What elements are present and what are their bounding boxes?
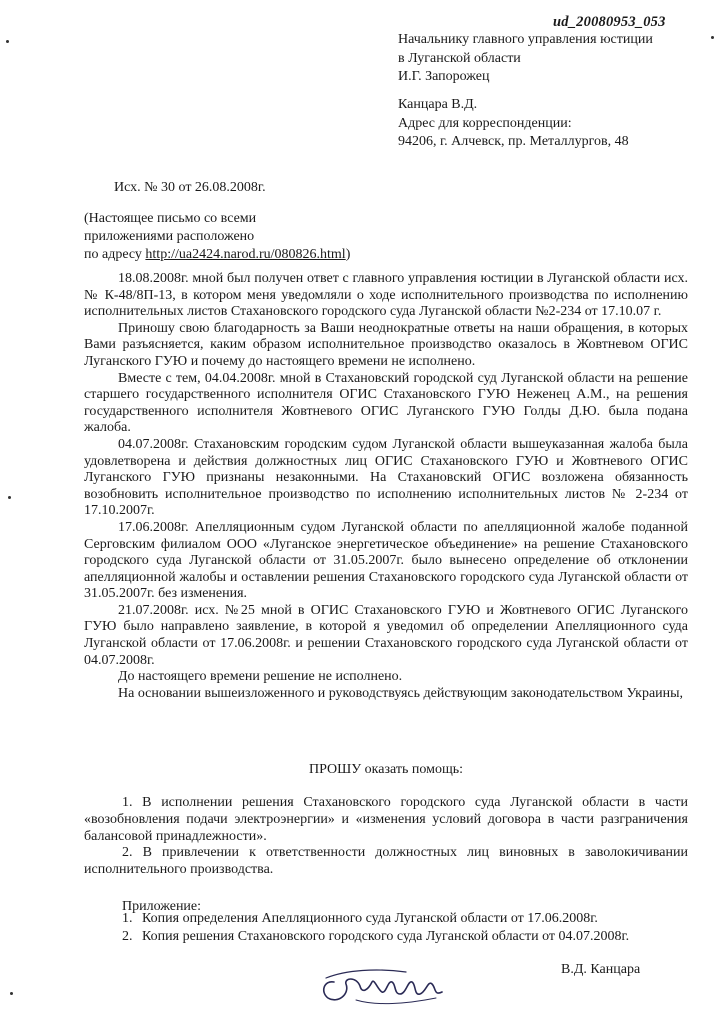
- request-heading: ПРОШУ оказать помощь:: [308, 762, 464, 777]
- attachment-number: 1.: [122, 911, 133, 926]
- request-item: 1. В исполнении решения Стахановского городского суда Луганской области в части «возобновления подачи электроэнергии» и «изменения условий договора в части разграничения балансовой принадлежности».: [84, 795, 688, 844]
- handwritten-signature: [316, 950, 456, 1010]
- note-prefix: по адресу: [84, 247, 146, 262]
- addressee-line: Начальнику главного управления юстиции: [398, 32, 653, 47]
- sender-address: 94206, г. Алчевск, пр. Металлургов, 48: [398, 134, 629, 149]
- scan-speck: [10, 992, 13, 995]
- letter-body: [84, 271, 688, 702]
- body-paragraph: 21.07.2008г. исх. №25 мной в ОГИС Стахановского ГУЮ и Жовтневого ОГИС Луганского ГУЮ было направлено заявление, в которой я уведомил об определении Апелляционного суда Луганской области от 17.06.2008г. и решении Стахановского городского суда Луганской области от 04.07.2008г.: [84, 602, 688, 668]
- note-suffix: ): [345, 247, 351, 262]
- body-paragraph: До настоящего времени решение не исполнено.: [118, 669, 403, 685]
- scan-speck: [6, 40, 9, 43]
- online-note: [84, 210, 350, 264]
- document-id: ud_20080953_053: [553, 14, 666, 30]
- body-paragraph: На основании вышеизложенного и руководствуясь действующим законодательством Украины,: [118, 685, 684, 701]
- outgoing-number: Исх. № 30 от 26.08.2008г.: [114, 180, 266, 195]
- note-line: приложениями расположено: [84, 229, 255, 244]
- body-paragraph: Приношу свою благодарность за Ваши неоднократные ответы на наши обращения, в которых Вами разъясняется, каким образом исполнительное производство оказалось в Жовтневом ОГИС Луганского ГУЮ и почему до настоящего времени не исполнено.: [84, 320, 688, 369]
- request-item: 2. В привлечении к ответственности должностных лиц виновных в заволокичивании исполнительного производства.: [84, 845, 688, 878]
- sender-block: [398, 96, 629, 152]
- note-line: (Настоящее письмо со всеми: [84, 211, 257, 226]
- body-paragraph: Вместе с тем, 04.04.2008г. мной в Стахановский городской суд Луганской области на решение старшего государственного исполнителя ОГИС Стахановского ГУЮ Неженец А.М., на решения государственного исполнителя Жовтневого ОГИС Луганского ГУЮ Голды Д.Ю. была подана жалоба.: [84, 370, 688, 436]
- addressee-line: в Луганской области: [398, 50, 521, 66]
- attachments-title: Приложение:: [122, 899, 202, 914]
- sender-name: Канцара В.Д.: [398, 97, 478, 112]
- sender-address-label: Адрес для корреспонденции:: [398, 115, 572, 131]
- addressee-line: И.Г. Запорожец: [398, 69, 490, 84]
- attachment-item: [122, 928, 629, 946]
- attachment-text: Копия решения Стахановского городского суда Луганской области от 04.07.2008г.: [142, 928, 630, 944]
- signer-name: В.Д. Канцара: [561, 962, 641, 977]
- scan-speck: [711, 36, 714, 39]
- attachment-text: Копия определения Апелляционного суда Луганской области от 17.06.2008г.: [142, 911, 598, 926]
- request-list: [84, 795, 688, 879]
- attachment-item: [122, 910, 629, 928]
- attachments-list: [122, 910, 629, 945]
- body-paragraph: 18.08.2008г. мной был получен ответ с главного управления юстиции в Луганской области исх. № К-48/8П-13, в котором меня уведомляли о ходе исполнительного производства по исполнению исполнительных листов Стахановского городского суда Луганской области №2-234 от 17.10.07 г.: [84, 271, 688, 320]
- scan-speck: [8, 496, 11, 499]
- addressee-block: [398, 31, 653, 87]
- body-paragraph: 17.06.2008г. Апелляционным судом Луганской области по апелляционной жалобе поданной Серговским филиалом ООО «Луганское энергетическое объединение» на решение Стахановского городского суда Луганской области от 31.05.2007г. было вынесено определение об отклонении апелляционной жалобы и оставлении решения Стахановского городского суда Луганской области от 31.05.2007г. без изменения.: [84, 519, 688, 602]
- document-link[interactable]: http://ua2424.narod.ru/080826.html: [145, 247, 346, 262]
- body-paragraph: 04.07.2008г. Стахановским городским судом Луганской области вышеуказанная жалоба была удовлетворена и действия должностных лиц ОГИС Стахановского ГУЮ и Жовтневого ОГИС Луганского ГУЮ признаны незаконными. На Стахановский ОГИС возложена обязанность возобновить исполнительное производство по исполнению исполнительных листов № 2-234 от 17.10.2007г.: [84, 436, 688, 519]
- note-line: [84, 246, 350, 264]
- attachment-number: 2.: [122, 928, 133, 944]
